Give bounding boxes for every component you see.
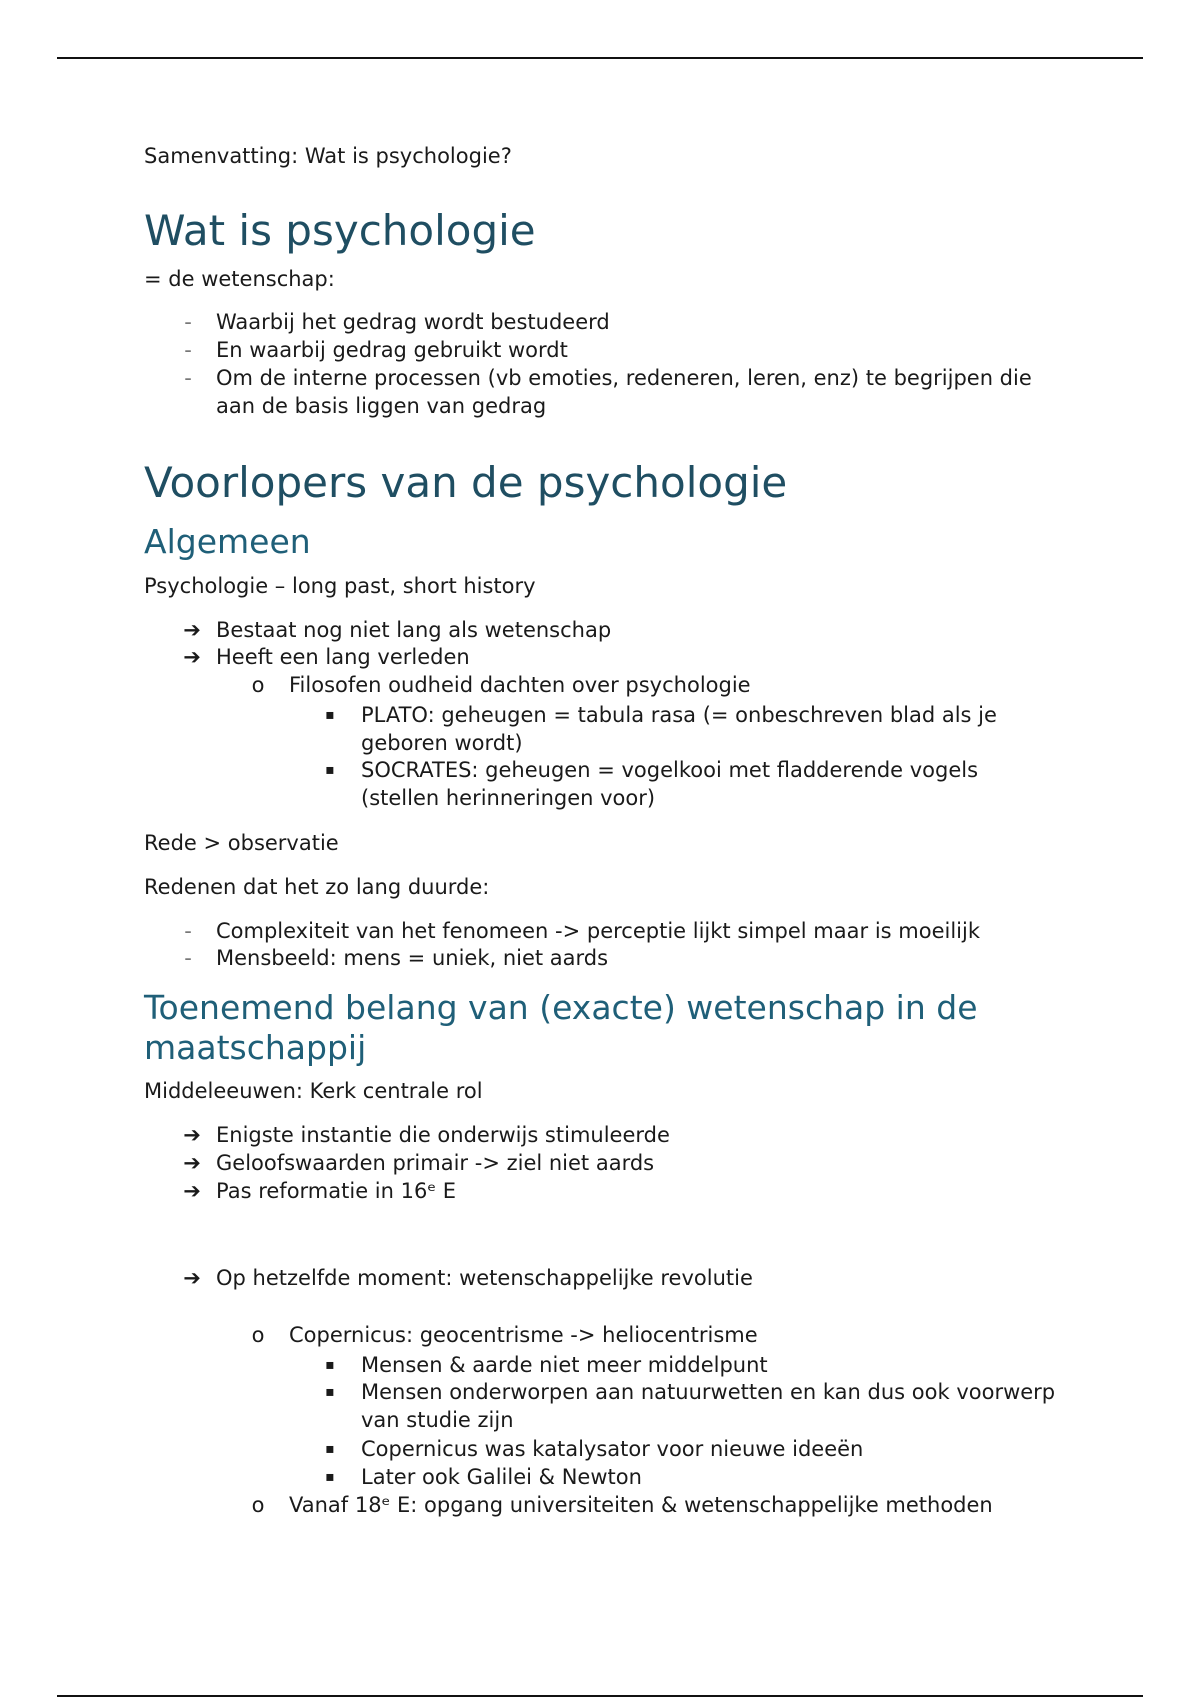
top-rule <box>57 57 1143 59</box>
heading-voorlopers: Voorlopers van de psychologie <box>144 458 788 507</box>
dash-bullet: - <box>184 919 192 943</box>
square-bullet: ▪ <box>325 1441 335 1457</box>
dash-bullet: - <box>184 366 192 390</box>
dash-bullet: - <box>184 946 192 970</box>
circle-bullet: o <box>251 1493 265 1517</box>
square-bullet: ▪ <box>325 1357 335 1373</box>
line-rede: Rede > observatie <box>144 831 339 855</box>
heading-wat-is-psychologie: Wat is psychologie <box>144 206 536 255</box>
dash-bullet: - <box>184 310 192 334</box>
subheading-algemeen: Algemeen <box>144 522 311 561</box>
circle-bullet: o <box>251 1323 265 1347</box>
intro-de-wetenschap: = de wetenschap: <box>144 267 335 291</box>
arrow-bullet-icon: ➔ <box>183 618 201 642</box>
dash-bullet: - <box>184 338 192 362</box>
square-bullet: ▪ <box>325 1469 335 1485</box>
intro-middeleeuwen: Middeleeuwen: Kerk centrale rol <box>144 1079 483 1103</box>
arrow-bullet-icon: ➔ <box>183 1151 201 1175</box>
square-bullet: ▪ <box>325 762 335 778</box>
subheading-toenemend-belang: Toenemend belang van (exacte) wetenschap in de maatschappij <box>144 988 978 1067</box>
intro-long-past: Psychologie – long past, short history <box>144 574 536 598</box>
document-header: Samenvatting: Wat is psychologie? <box>144 144 512 168</box>
square-bullet: ▪ <box>325 707 335 723</box>
arrow-bullet-icon: ➔ <box>183 1123 201 1147</box>
bottom-rule <box>57 1695 1143 1697</box>
line-redenen: Redenen dat het zo lang duurde: <box>144 875 490 899</box>
square-bullet: ▪ <box>325 1384 335 1400</box>
circle-bullet: o <box>251 673 265 697</box>
arrow-bullet-icon: ➔ <box>183 645 201 669</box>
arrow-bullet-icon: ➔ <box>183 1179 201 1203</box>
arrow-bullet-icon: ➔ <box>183 1266 201 1290</box>
